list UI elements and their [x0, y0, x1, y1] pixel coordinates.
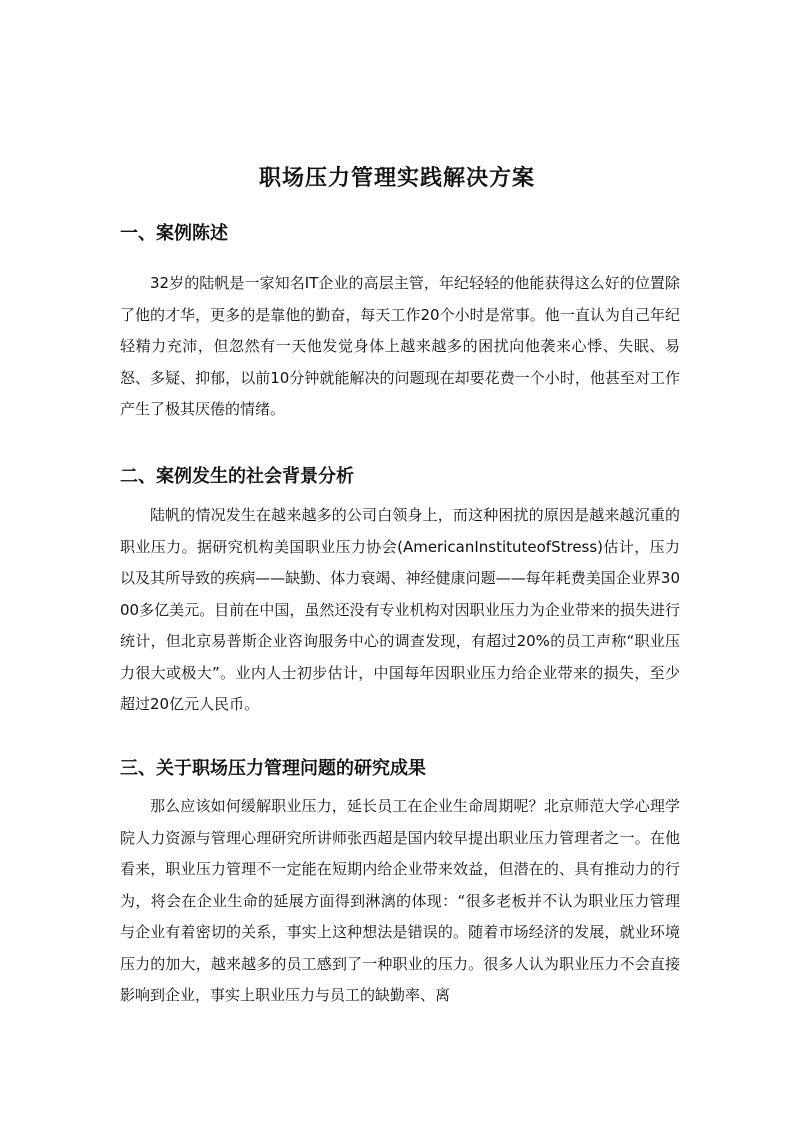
section-heading-social-background: 二、案例发生的社会背景分析 [120, 466, 354, 487]
section-heading-research-results: 三、关于职场压力管理问题的研究成果 [120, 758, 426, 779]
section-paragraph-research-results: 那么应该如何缓解职业压力，延长员工在企业生命周期呢？北京师范大学心理学院人力资源与管理心理研究所讲师张西超是国内较早提出职业压力管理者之一。在他看来，职业压力管理不一定能在短期内给企业带来效益，但潜在的、具有推动力的行为，将会在企业生命的延展方面得到淋漓的体现：“很多老板并不认为职业压力管理与企业有着密切的关系，事实上这种想法是错误的。随着市场经济的发展，就业环境压力的加大，越来越多的员工感到了一种职业的压力。很多人认为职业压力不会直接影响到企业，事实上职业压力与员工的缺勤率、离 [120, 797, 680, 1004]
section-heading-case-statement: 一、案例陈述 [120, 223, 228, 244]
section-paragraph-social-background: 陆帆的情况发生在越来越多的公司白领身上，而这种困扰的原因是越来越沉重的职业压力。据研究机构美国职业压力协会(AmericanInstituteofStress)估计，压力以及其所导致的疾病——缺勤、体力衰竭、神经健康问题——每年耗费美国企业界3000多亿美元。目前在中国，虽然还没有专业机构对因职业压力为企业带来的损失进行统计，但北京易普斯企业咨询服务中心的调查发现，有超过20%的员工声称“职业压力很大或极大”。业内人士初步估计，中国每年因职业压力给企业带来的损失，至少超过20亿元人民币。 [120, 506, 680, 713]
document-title: 职场压力管理实践解决方案 [258, 165, 535, 191]
section-paragraph-case-statement: 32岁的陆帆是一家知名IT企业的高层主管，年纪轻轻的他能获得这么好的位置除了他的才华，更多的是靠他的勤奋，每天工作20个小时是常事。他一直认为自己年纪轻精力充沛，但忽然有一天他发觉身体上越来越多的困扰向他袭来心悸、失眠、易怒、多疑、抑郁，以前10分钟就能解决的问题现在却要花费一个小时，他甚至对工作产生了极其厌倦的情绪。 [120, 274, 680, 418]
